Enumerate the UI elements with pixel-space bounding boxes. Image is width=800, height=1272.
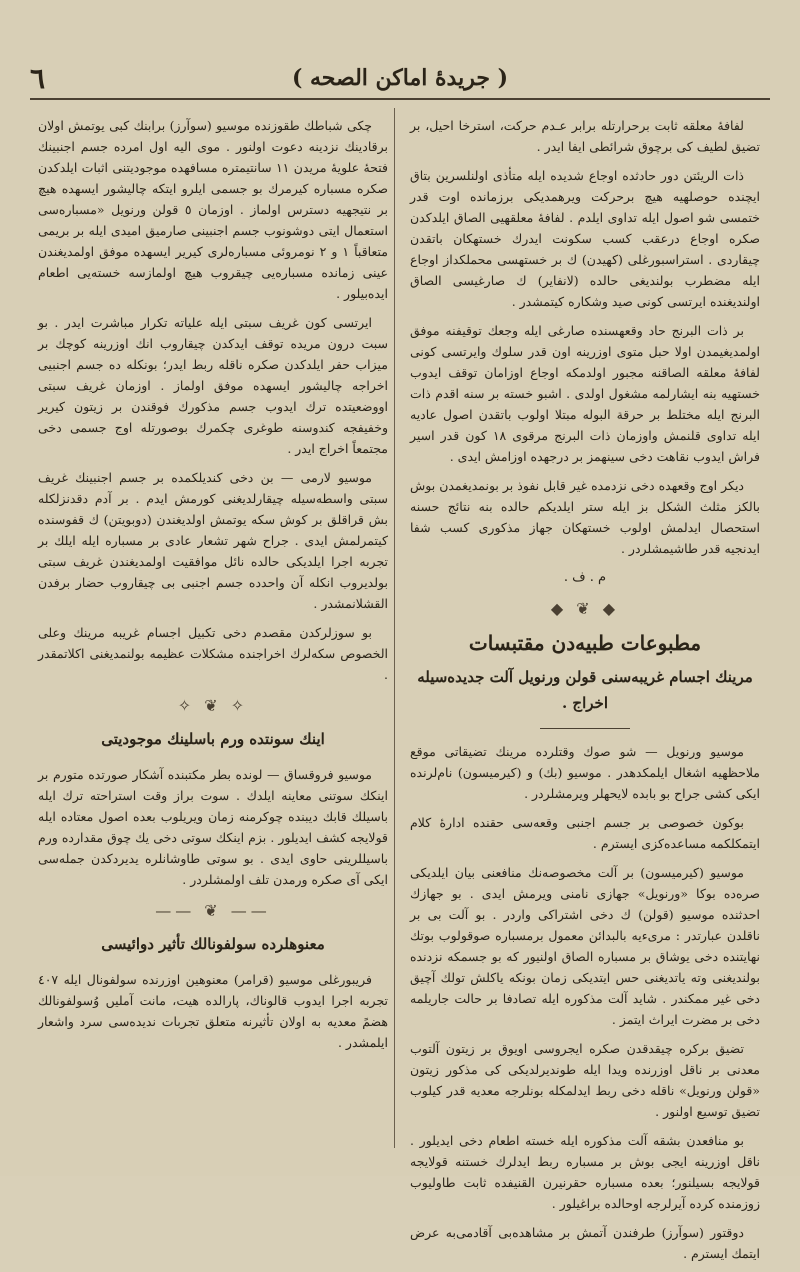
signature: م . ف . (563, 570, 607, 585)
paragraph: موسيو ورنويل — شو صوك وقتلرده مرينك تضيقاتى موقع ملاحظهيه اشغال ايلمكدهدر . موسيو (بك) و (كيرميسون) نام‌لرنده ايكى كشى جراح بو بابده لايحهلر ويرمشلردر . (410, 744, 760, 801)
paragraph: ديكر اوج وقعهده دخى نزدمده غير قابل نفوذ بر بونمديغمدن بوش بالكز مثلث الشكل بز ايله ستر ايلديكم حالده بنه نتائج حسنه استحصال ايدلمش اولوب خستهكان جهاز مذكورى كسب شفا ايدنجيه قدر طاشيمشلردر . (410, 478, 760, 556)
page-number: ٦ (30, 61, 46, 95)
paragraph: موسيو لارمى — بن دخى كنديلكمده بر جسم اجنبينك غريف سبتى واسطه‌سيله چيقارلديغنى كورمش ايدم . بر آدم دقدنزلكله بش قراقلق بر كوش سكه يوتمش اولديغندن (دوبويتن) ك قفوسنده كيتمرلمش ايدى . جراح شهر تشعار عادى بر مسباره ايله ايلك بر تجربه اجرا ايلديكى حالده نائل موافقيت اولمدیغندن غریف سبتی بولدیروب انكله آن واحدده جسم اجنبى بى چیقاروب حضار برفدن القشلانمشدر . (38, 470, 388, 611)
ornament-divider: ✧ ❦ ✧ (177, 696, 249, 715)
right-column (410, 115, 760, 1272)
article-title: معنوهلرده سولفونالك تأثیر دوائیسی (101, 935, 325, 953)
paragraph: تضيق بركره چيقدقدن صكره ايجروسى اويوق بر زيتون آلتوب معدنى بر ناقل اوزرنده ويدا ايله طونديرلديكى كى مذكور زيتون «قولن ورنويل» ناقله دخى ربط ايدلمكله بونلرجه معديه قدر كيلوب تضيق توسيع اولنور . (410, 1041, 760, 1119)
title-rule (540, 728, 630, 729)
column-divider (394, 108, 395, 1148)
page-header (30, 58, 770, 100)
paragraph: لفافهٔ معلقه ثابت برحرارتله برابر عـدم حرکت، استرخا احیل، بر تضیق لطیف کی برچوق شرائطی ایفا ایدر . (410, 118, 760, 154)
paragraph: ايرتسى كون غريف سبتى ايله علياته تكرار مباشرت ايدر . بو سبت درون مريده توقف ايدكدن چيقاروب انك اوزرينه كوچك بر ميزاب حفر ايلدكدن صكره ناقله ربط ايدر؛ بونكله ده جسم اجنبيى اخراجه چاليشور ايسهده موفق اولماز . اوزمان غريف سبتى اووضعيتده ترك ايدوب جسم مذكورك فوقندن بر زيتون كيرير وخفيفجه كندوسنه طوغرى چكمرك بوصورتله اوج جسمى دخى مجتمعاً اخراج ايدر . (38, 315, 388, 456)
paragraph: بر ذات البرنج حاد وقعهسنده صارغى ايله وجعك توقيفنه موفق اولمدیغیمدن اولا حبل متوى اوزرينه اون قدر سلوك وايرتسى كونى لفافهٔ معلقه الصاقنه مجبور اولدمكه اوجاع اوزامان توقف ايدوب خستهيه بنه ايشارلمه مشغول اولدى . اشبو خسته بر سنه اقدم ذات البرنج ايله مختلط بر حرقة البوله مبتلا اولوب باتقدن اصول عاديه ايله تداوى قلنمش واوزمان ذات البرنج مرقوى ١٨ كون قدر اسير فراش ايدوب نقاهت دخى سينهمز بر درجهده اوزامش ايدى . (410, 323, 760, 464)
ornament-divider: ◆ ❦ ◆ (550, 599, 620, 618)
paragraph: بو سوزلركدن مقصدم دخى تكبيل اجسام غريبه مرينك وعلى الخصوص سكه‌لرك اخراجنده مشكلات عظيمه بولنمديغنى اكلاتمقدر . (38, 625, 388, 682)
paragraph: دوقتور (سوآرز) طرفندن آتمش بر مشاهده‌بى آقادمى‌به عرض ايتمك ايسترم . (410, 1225, 760, 1261)
article-title: اینك سونتده ورم باسلینك موجودیتی (101, 730, 325, 748)
section-title: مطبوعات طبیه‌دن مقتبسات (468, 631, 702, 655)
paragraph: چكى شباطك طقوزنده موسيو (سوآرز) برابنك كبى يوتمش اولان برقادينك نزدينه دعوت اولنور . موی اليه اول امرده جسم اجنبينك فتحهٔ علويهٔ مريدن ١١ سانتيمتره مسافهده موجوديتنى اثبات ايلدكدن صكره مسباره كيرمرك بو جسمى ايلرو ايتكه چاليشور ايسهده هيچ بر نتيجهيه دسترس اولماز . اوزمان ٥ قولن ورنويل «مسباره‌سى استعمال ايتى دوشونوب جسم اجنبينى صارمیق امیدی ایله بر بریمی متعاقباً ١ و ٢ نومروئى مسبارەلرى كيرير ايسهده موفق اولمدیغندن عینی زمانده مسبارە‌یی چیقروب هیچ اولمازسه خستەیی اطعام ایدەبیلور . (38, 118, 389, 301)
paragraph: بو منافعدن بشقه آلت مذكوره ايله خسته اطعام دخى ايديلور . ناقل اوزرينه ايجى بوش بر مسباره ربط ايدلرك خستنه قولايجه قولايجه بسيلنور؛ بعده مسباره حقرنيرن القنيفده ثابت طاوليوب زوزمنده كرده آيرلرجه اوحالده براغيلور . (410, 1133, 760, 1211)
ornament-divider: —— ❦ —— (155, 901, 271, 920)
paragraph: فريبورغلى موسيو (قرامر) معنوهين اوزرنده سولفونال ايله ٤٠٧ تجربه اجرا ايدوب قالوناك، پارالده هيت، مانت آمليں وُسولفونالك هضم‌ً معديه‌ به اولان تأثيرنه متعلق تجربات نديده‌سى سرد واشعار ايلمشدر . (38, 972, 388, 1050)
paragraph: موسيو (كيرميسون) بر آلت مخصوصه‌نك منافعنى بيان ايلديكى صره‌ده بوكا «ورنويل» جهازى نامنى ويرمش ايدى . بو جهازك احدثنده موسيو (قولن) ك دخى اشتراكى واردر . بو آلت بى بر ناقلدن عبارتدر : مرىءيه بالبدائن معمول برمسباره صوقولوب بوتك نهايتنده دخى يوشاق بر مسباره الصاق اولنيور كه بو جسمكه نزدنده بولنديغنى وته ياتديغنى حس ايتديكى زمان بونكه ياكلش تولك آچيق دخى غير ممكندر . شايد آلت مذكوره ايله تصادفا بر حالت جاريلمه دخى بر مضرت ايراث ايتمز . (410, 865, 760, 1027)
journal-title: ( جريدهٔ اماكن الصحه ) (291, 65, 509, 91)
paragraph: موسيو فروقساق — لونده بطر مكتبنده آشكار صورتده متورم بر اينكك سوتنى معاينه ايلدك . سوت براز وقت استراحته ترك ايله باسيلك قابك ديبنده چوكرمنه زمان ويريلوب بعده اصول معتاده ايله قولايجه كشف ايدیلور . بزم اينكك سوتى دخى يك چوق مقداردە ورم باسيللرينى حاوى ايدى . بو سوتى طاوشانلره يديردكدن جمله‌سى ايكى آى صكره ورمدن تلف اولمشلردر . (38, 767, 388, 887)
article-title: مرينك اجسام غريبه‌سنى قولن ورنويل آلت جديده‌سيله اخراج . (417, 668, 753, 712)
paragraph: ذات الريئتن دور حادثده اوجاع شديده ايله متأذى اولنلسرين بتاق ايچنده حوصلهيه هيچ برحركت ويرهمديكى برزمانده اوت قدر ختمسى شو اصول ايله تداوى ايلدم . لفافهٔ معلقهيى الصاق ايلدكدن صكره اوجاع درعقب كسب سكونت ايدرك خستهكان باتقدن چيقاردى . استراسبورغلى (كهيدن) ك بر خستهسى محملكداز اوجاع ايله مضطرب بولنديغى حالده (لانفاير) ك صارغيسى الصاق اولنديغنده ايرتسى كونى صيد وشكاره كيتمشدر . (410, 168, 760, 309)
paragraph: بوكون خصوصى بر جسم اجنبى وقعه‌سى حقنده اداره‌ٔ كلام ايتمكلكمه مساعده‌كزى ايسترم . (410, 815, 760, 851)
left-column (38, 115, 388, 1061)
